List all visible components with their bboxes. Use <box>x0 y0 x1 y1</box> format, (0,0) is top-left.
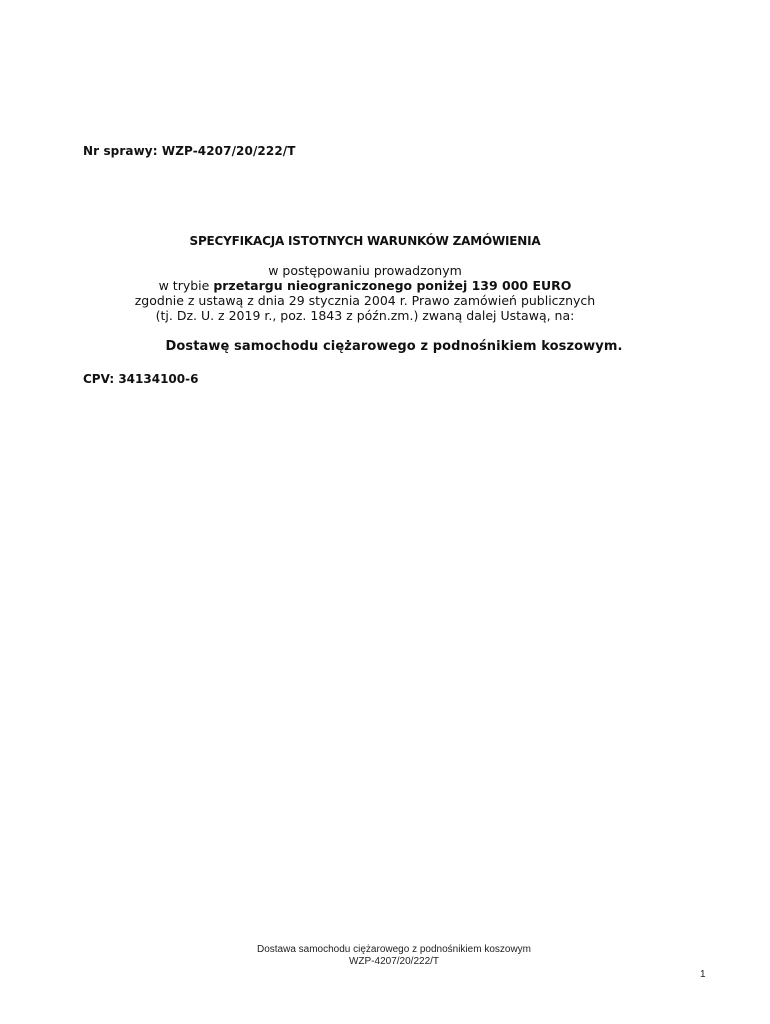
cpv-code: CPV: 34134100-6 <box>83 372 199 386</box>
case-number: Nr sprawy: WZP-4207/20/222/T <box>83 144 296 158</box>
intro-line-4: (tj. Dz. U. z 2019 r., poz. 1843 z późn.zm.) zwaną dalej Ustawą, na: <box>155 308 575 323</box>
page-number: 1 <box>700 969 706 980</box>
footer-subject: Dostawa samochodu ciężarowego z podnośnikiem koszowym <box>256 944 532 955</box>
intro-line-2 <box>0 278 730 293</box>
intro-line-2-prefix: w trybie <box>158 278 214 293</box>
footer-case-number: WZP-4207/20/222/T <box>348 956 440 967</box>
intro-line-1: w postępowaniu prowadzonym <box>268 263 462 278</box>
procedure-type: przetargu nieograniczonego poniżej 139 000 EURO <box>213 278 572 293</box>
order-subject: Dostawę samochodu ciężarowego z podnośnikiem koszowym. <box>165 339 623 354</box>
page-footer <box>0 944 770 968</box>
intro-paragraph <box>0 263 730 323</box>
document-title: SPECYFIKACJA ISTOTNYCH WARUNKÓW ZAMÓWIENIA <box>189 234 541 248</box>
intro-line-3: zgodnie z ustawą z dnia 29 stycznia 2004 r. Prawo zamówień publicznych <box>134 293 596 308</box>
